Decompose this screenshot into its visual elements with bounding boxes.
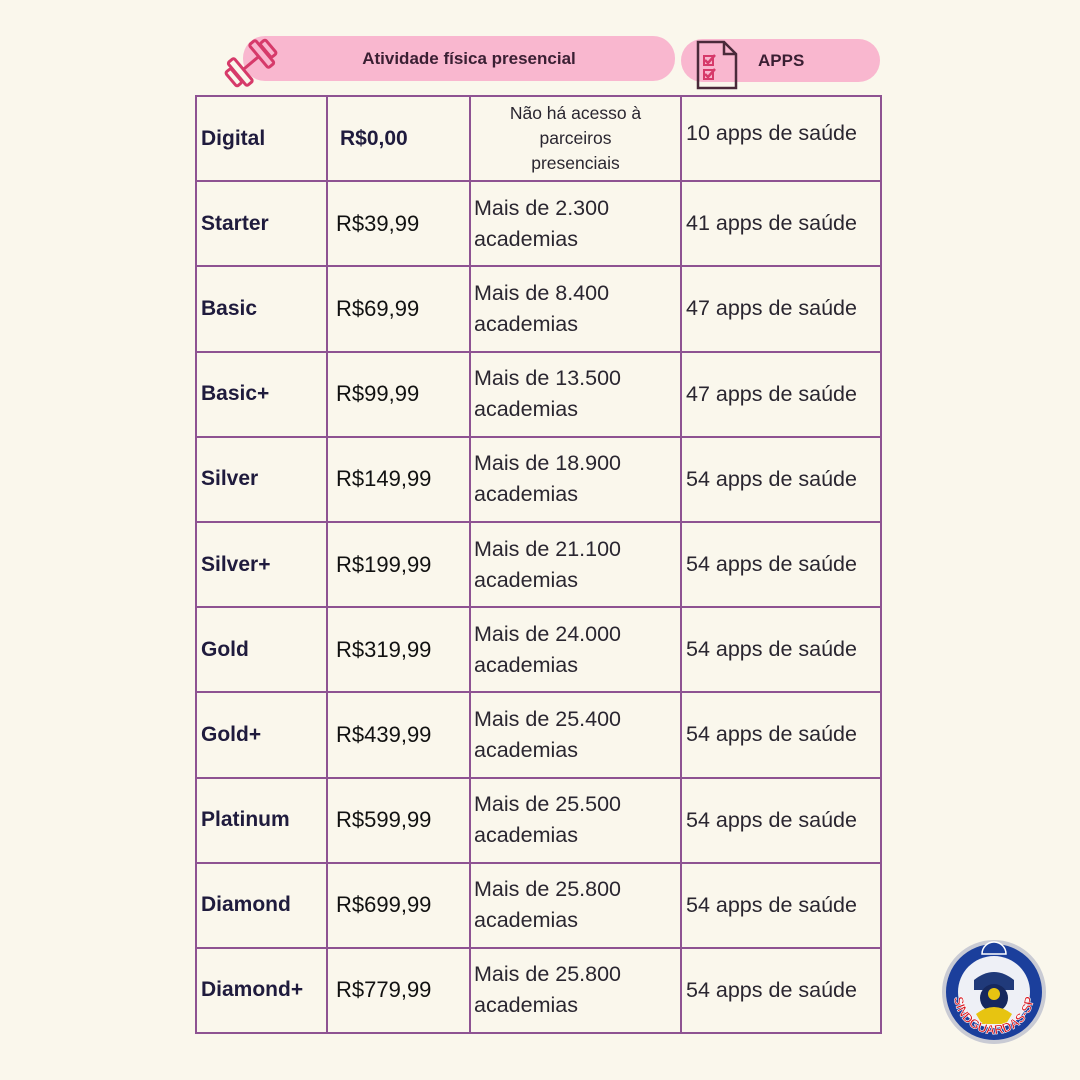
plan-apps: 47 apps de saúde — [682, 353, 882, 438]
sindguardas-logo — [940, 936, 1048, 1046]
plan-apps: 54 apps de saúde — [682, 523, 882, 608]
plan-price: R$99,99 — [328, 353, 471, 438]
table-row — [197, 97, 882, 182]
table-row — [197, 523, 882, 608]
plan-name: Silver+ — [197, 523, 328, 608]
table-row — [197, 438, 882, 523]
plan-name: Diamond+ — [197, 949, 328, 1034]
plan-apps: 41 apps de saúde — [682, 182, 882, 267]
plan-apps: 54 apps de saúde — [682, 438, 882, 523]
table-row — [197, 864, 882, 949]
activity-header-pill — [243, 36, 675, 81]
plan-price: R$0,00 — [328, 97, 471, 182]
plan-gyms: Mais de 25.800 academias — [471, 864, 682, 949]
plan-apps: 54 apps de saúde — [682, 779, 882, 864]
plan-gyms: Mais de 21.100 academias — [471, 523, 682, 608]
plan-name: Basic — [197, 267, 328, 352]
plan-gyms: Mais de 18.900 academias — [471, 438, 682, 523]
table-row — [197, 608, 882, 693]
table-row — [197, 267, 882, 352]
plan-apps: 47 apps de saúde — [682, 267, 882, 352]
plan-gyms: Mais de 25.400 academias — [471, 693, 682, 778]
plan-apps: 54 apps de saúde — [682, 693, 882, 778]
table-row — [197, 693, 882, 778]
plan-apps: 54 apps de saúde — [682, 864, 882, 949]
plan-price: R$599,99 — [328, 779, 471, 864]
logo-text: SINDGUARDAS-SP — [950, 995, 1038, 1038]
plan-name: Basic+ — [197, 353, 328, 438]
plan-name: Silver — [197, 438, 328, 523]
plans-table — [195, 95, 882, 1034]
plan-gyms: Mais de 13.500 academias — [471, 353, 682, 438]
activity-header-label: Atividade física presencial — [362, 48, 576, 68]
apps-header-label: APPS — [758, 50, 805, 70]
plan-name: Starter — [197, 182, 328, 267]
plan-name: Gold — [197, 608, 328, 693]
plan-name: Platinum — [197, 779, 328, 864]
plan-name: Diamond — [197, 864, 328, 949]
plan-price: R$319,99 — [328, 608, 471, 693]
plan-gyms: Mais de 8.400 academias — [471, 267, 682, 352]
plan-gyms: Mais de 24.000 academias — [471, 608, 682, 693]
checklist-icon — [694, 39, 740, 91]
plan-price: R$69,99 — [328, 267, 471, 352]
plan-price: R$149,99 — [328, 438, 471, 523]
plan-apps: 10 apps de saúde — [682, 97, 882, 182]
table-row — [197, 353, 882, 438]
plan-price: R$39,99 — [328, 182, 471, 267]
table-row — [197, 949, 882, 1034]
plan-name: Gold+ — [197, 693, 328, 778]
plan-apps: 54 apps de saúde — [682, 608, 882, 693]
plan-gyms: Mais de 25.800 academias — [471, 949, 682, 1034]
plan-name: Digital — [197, 97, 328, 182]
plan-price: R$439,99 — [328, 693, 471, 778]
plan-gyms: Não há acesso à parceiros presenciais — [471, 97, 682, 182]
plan-price: R$779,99 — [328, 949, 471, 1034]
table-row — [197, 779, 882, 864]
plan-price: R$199,99 — [328, 523, 471, 608]
plan-apps: 54 apps de saúde — [682, 949, 882, 1034]
plan-gyms: Mais de 2.300 academias — [471, 182, 682, 267]
dumbbell-icon — [222, 34, 280, 92]
plan-gyms: Mais de 25.500 academias — [471, 779, 682, 864]
table-row — [197, 182, 882, 267]
plan-price: R$699,99 — [328, 864, 471, 949]
